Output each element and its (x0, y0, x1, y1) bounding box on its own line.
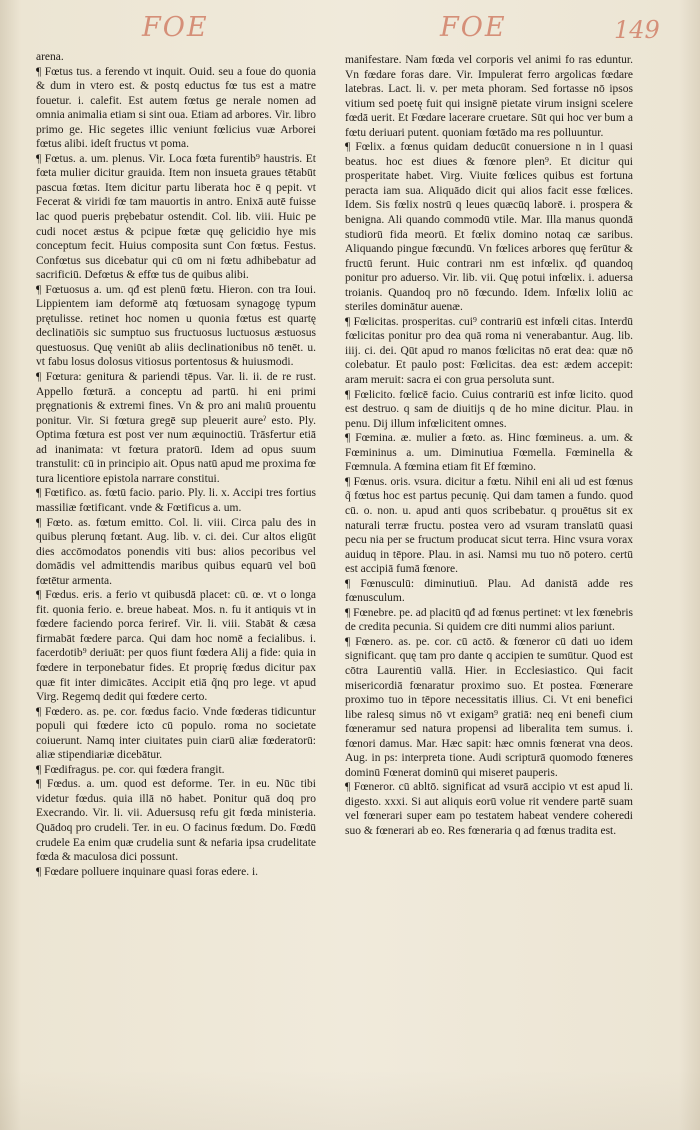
dictionary-entry: ¶ Fœdus. eris. a ferio vt quibusdā placet: cū. œ. vt o longa fit. quonia ferio. e. breue habeat. Mos. n. fu it antiquis vt in fœdere faciendo porca feriref. Vir. li. viii. Stabāt & cæsa firmabāt fœdere parca. Qui dam hoc nomē a fecialibus. i. facerdotib⁹ deriuāt: per quos fiunt fœdera Alij a fide: quia in fœdere in terponebatur fides. Et proprię fœdus dicitur pax quæ fit inter dimicātes. Accipit etiā q̃nq pro lege. vt apud Virg. Regemq dedit qui fœdere certo. (36, 589, 316, 704)
dictionary-entry: ¶ Fœlicitas. prosperitas. cui⁹ contrariū est infœli citas. Interdū fœlicitas ponitur pro dea quā roma ni venerabantur. Aug. lib. iiij. ci. dei. Qūt apud ro manos fœlicitas nō erat dea: quæ nō colebatur. Et paulo post: Fœlicitas. dea est: ædem accepit: aram meruit: sacra ei con grua persoluta sunt. (345, 315, 633, 387)
dictionary-entry: ¶ Fœdus. a. um. quod est deforme. Ter. in eu. Nūc tibi videtur fœdus. quia illā nō habet. Ponitur quā doq pro Execrando. Vir. li. vii. Aduersusq refu git fœda ministeria. Quādoq pro crudeli. Ter. in eu. O facinus fœdum. Do. Fœdū crudele Ea enim quæ crudelia sunt & nefaria ipsa crudelitate fœda & maculosa dici possunt. (36, 778, 316, 864)
dictionary-entry: ¶ Fœnus. oris. vsura. dicitur a fœtu. Nihil eni ali ud est fœnus q̃ fœtus hoc est partus pecunię. Qui dam tamen a fundo. quod cū. o. non. u. apud anti quos scribebatur. q prouētus sit ex naturali terræ fructu. postea vero ad vsuram translatū quasi pecu nia per se fructum producat sicut terra. Hinc vsura vorax auiduq in tēpore. Plau. in asi. Namsi mu tuo nō potero. certū est accipiā fumā fœnore. (345, 475, 633, 576)
dictionary-entry: ¶ Fœnebre. pe. ad placitū qđ ad fœnus pertinet: vt lex fœnebris de credita pecunia. Si quidem cre diti nummi alios pariunt. (345, 606, 633, 634)
dictionary-entry: ¶ Fœnusculū: diminutiuū. Plau. Ad danistā adde res fœnusculum. (345, 577, 633, 605)
handwritten-heading-left: FOE (142, 12, 209, 43)
left-text-column (36, 50, 316, 879)
dictionary-entry: ¶ Fœtifico. as. fœtū facio. pario. Ply. li. x. Accipi tres fortius massiliæ fœtificant. vnde & Fœtificus a. um. (36, 487, 316, 514)
dictionary-entry: ¶ Fœlix. a fœnus quidam deducūt conuersione n in l quasi beatus. hoc est diues & fœnore plen⁹. Et dicitur qui prosperitate habet. Virg. Viuite fœlices quibus est fortuna peracta iam sua. Aliquādo dicit qui alios facit esse fœlices. Idem. Sis fœlix nostrū q leues quæcūq laborē. i. prospera & benigna. Ali quando commodū vtile. Mar. Illa manus quondā studiorū fida meorū. Et fœlix domino notaq cæ saribus. Aliquando pingue fœcundū. Vn fœlices arbores quę ferūtur & fructū ferunt. Huic contrari nm est infœlix. qđ quandoq ponitur pro aduerso. Vir. lib. vii. Quę potui infœlix. i. aduersa troianis. Quandoq pro nō fœcundo. Idem. Infœlix loliū ac steriles dominātur auenæ. (345, 141, 633, 314)
dictionary-entry: ¶ Fœtus tus. a ferendo vt inquit. Ouid. seu a foue do quonia & dum in vtero est. & postq eductus fœ tus est a matre fouetur. i. calefit. Est autem fœtus ge nerale nomen ad omnia animalia etiam si sint oua. Etiam ad arbores. Vir. libro primo ge. Hic segetes illic veniunt fœlicius vuæ Arborei fœtus alibi. ideſt fructus vt poma. (36, 65, 316, 151)
dictionary-entry: ¶ Fœtuosus a. um. qđ est plenū fœtu. Hieron. con tra Ioui. Lippientem iam deformē atq fœtuosam synagogę typum prętulisse. retinet hoc nomen u quonia fœtus est quartę declinatiōis sic sumptuo sus fructuosus luctuosus æstuosus questuosus. Quę veniūt ab aliis declinationibus nō tenēt. u. vt fabu losus dolosus vitiosus portentosus & huiusmodi. (36, 283, 316, 369)
dictionary-entry: ¶ Fœtura: genitura & pariendi tēpus. Var. li. ii. de re rust. Appello fœturā. a conceptu ad partū. hi eni primi pręgnationis & extremi fines. Vn & pro ani malıū prouentu ponitur. Vir. Si fœtura gregē sup pleuerit aureˀ esto. Ply. Optima fœtura est post ver num æquinoctiū. Trāsfertur etiā ad inanimata: vt fœtura pratorū. Idem ad opus suum transtulit: cū in principio ait. Opus natū apud me proxima fœ tura licentiore epistola narrare constitui. (36, 371, 316, 485)
handwritten-heading-middle: FOE (440, 12, 507, 43)
right-text-column (345, 53, 633, 839)
folio-number: 149 (614, 16, 660, 44)
dictionary-entry: ¶ Fœneror. cū abltō. significat ad vsurā accipio vt est apud li. digesto. xxxi. Si aut aliquis eorū volue rit vendere partē suam vel fœnerari super eam po testatem habeat vendere coheredi suo & fœnerari ab eo. Res fœneraria q ad fœnus tradita est. (345, 781, 633, 837)
dictionary-entry: ¶ Fœtus. a. um. plenus. Vir. Loca fœta furentib⁹ haustris. Et fœta mulier dicitur grauida. Item non insueta graues tētabūt pascua fœtas. Item dicitur partu liberata hoc ē q pepit. vt Fecerat & viridi fœ tam mauortis in antro. Enixā autē fuisse lac quod pueris prębebatur ostendit. Col. lib. viii. Huic pe cudi nocet æstus & pcipue fœtæ quę gelicidio hye mis conceptum fecit. Huius composita sunt Con fœtus. Festus. Confœtus sus dicebatur qui cū om ni fœtu adhibebatur ad sacrificiū. Defœtus & effœ tus de quibus alibi. (36, 152, 316, 282)
text-paragraph: arena. (36, 51, 64, 63)
page-shadow (0, 1070, 700, 1130)
text-paragraph: manifestare. Nam fœda vel corporis vel animi fo ras eduntur. Vn fœdare foras dare. Vir. Impulerat ferro argolicas fœdare latebras. Lact. li. v. per meta phoram. Sed fortasse nō ipsos vitium sed poetę fuit qui insignē pietate virum insigni scelere fœdā uerit. Et Fœdare lacerare cruetare. Sūt qui hoc ver bum a fœtu deriuari putent. quoniam fœtādo ma res polluuntur. (345, 54, 633, 139)
dictionary-entry: ¶ Fœnero. as. pe. cor. cū actō. & fœneror cū dati uo idem significant. quę tam pro dante q accipien te sumūtur. Quod est cōtra Laurentiū vallā. Hier. in Ecclesiastico. Qui facit misericordiā fœnaratur proximo suo. Et postea. Fœnerare proximo tuo in tēpore necessitatis illius. Ci. Vt eni benefici libe ralesq simus nō vt exigam⁹ gratiā: neq eni benefi cium fœneramur sed natura propensi ad liberalita tem sumus. i. fœnori damus. Mar. Hæc sapit: hæc omnis fœnerat vna deos. Aug. in ps: interpreta tione. Audi scripturā quomodo fœneres dominū Fœnerat dominū qui miseret pauperis. (345, 635, 633, 779)
dictionary-entry: ¶ Fœlicito. fœlicē facio. Cuius contrariū est infœ licito. quod est destruo. q sam de diuitijs q de ho mine dicitur. Plau. in penu. Dij illum infœlicitent omnes. (345, 388, 633, 430)
dictionary-entry: ¶ Fœdare polluere inquinare quasi foras edere. i. (36, 865, 259, 878)
dictionary-entry: ¶ Fœmina. æ. mulier a fœto. as. Hinc fœmineus. a. um. & Fœmininus a. um. Diminutiua Fœmella. Fœminella & Fœmnula. A fœmina etiam fit Ef fœmino. (345, 432, 633, 474)
dictionary-entry: ¶ Fœto. as. fœtum emitto. Col. li. viii. Circa palu des in quibus plerunq fœtant. Aug. lib. v. ci. dei. Cur altos eligūt dies accōmodatos ponendis viti bus: alios pecoribus vel domādis vel admittendis maribus quibus equarū vel boū fœtētur armenta. (36, 516, 316, 587)
dictionary-entry: ¶ Fœdero. as. pe. cor. fœdus facio. Vnde fœderas tidicuntur populi qui fœdere icto cū populo. roma no societate coiuerunt. Namq inter ciuitates puin ciarū aliæ fœderatorū: aliæ stipendiariæ dicebātur. (36, 705, 316, 762)
dictionary-entry: ¶ Fœdifragus. pe. cor. qui fœdera frangit. (36, 763, 225, 776)
